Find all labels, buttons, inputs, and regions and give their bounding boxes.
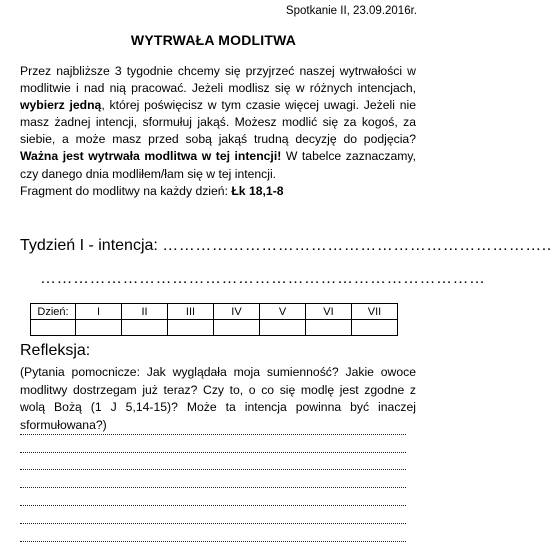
- reflection-lines: [20, 417, 406, 542]
- check-cell-1[interactable]: [76, 320, 122, 336]
- check-cell-4[interactable]: [214, 320, 260, 336]
- fragment-label: Fragment do modlitwy na każdy dzień:: [20, 183, 232, 198]
- reflection-questions: (Pytania pomocnicze: Jak wyglądała moja sumienność? Jakie owoce modlitwy dostrzegam już teraz? Czy to, o co się modlę jest zgodne z wolą Bożą (1 J 5,14-15)? Może ta intencja powinna być inaczej sformułowana?): [20, 365, 416, 432]
- page-title: WYTRWAŁA MODLITWA: [130, 32, 297, 48]
- intro-text-3: W tabelce zaznaczamy, czy danego dnia modliłem/łam się w tej intencji.: [20, 149, 416, 181]
- fragment-ref: Łk 18,1-8: [231, 183, 284, 198]
- check-cell-3[interactable]: [168, 320, 214, 336]
- check-cell-5[interactable]: [260, 320, 306, 336]
- writing-line[interactable]: [20, 488, 406, 506]
- intention-fill-line-1[interactable]: ……………………………………………………………..: [162, 237, 552, 254]
- intro-text-2: , której poświęcisz w tym czasie więcej uwagi. Jeżeli nie masz żadnej intencji, sformułuj jakąś. Możesz modlić się za kogoś, za siebie, a może masz przed sobą jakąś trudną decyzję do podjęcia?: [20, 98, 417, 147]
- day-label-1: I: [76, 304, 122, 320]
- day-label-7: VII: [352, 304, 398, 320]
- fragment-line: [20, 183, 416, 200]
- intro-section: [20, 63, 416, 200]
- day-label-6: VI: [306, 304, 352, 320]
- days-check-row: [31, 320, 398, 336]
- meeting-date: Spotkanie II, 23.09.2016r.: [285, 5, 417, 17]
- day-label-2: II: [122, 304, 168, 320]
- writing-line[interactable]: [20, 453, 406, 471]
- writing-line[interactable]: [20, 524, 406, 542]
- week-label: Tydzień I - intencja:: [20, 237, 163, 254]
- days-header-row: [31, 304, 398, 320]
- day-label-4: IV: [214, 304, 260, 320]
- days-header-label: Dzień:: [31, 304, 76, 320]
- week-intention: [20, 237, 552, 255]
- check-cell-label: [31, 320, 76, 336]
- writing-line[interactable]: [20, 470, 406, 488]
- intro-bold-2: Ważna jest wytrwała modlitwa w tej intencji!: [20, 149, 282, 164]
- check-cell-2[interactable]: [122, 320, 168, 336]
- check-cell-6[interactable]: [306, 320, 352, 336]
- day-label-3: III: [168, 304, 214, 320]
- days-table: [30, 303, 398, 336]
- check-cell-7[interactable]: [352, 320, 398, 336]
- intro-text-1: Przez najbliższe 3 tygodnie chcemy się przyjrzeć naszej wytrwałości w modlitwie i nad nią pracować. Jeżeli modlisz się w różnych intencjach,: [20, 64, 416, 96]
- intro-paragraph: [20, 63, 416, 183]
- intention-fill-line-2[interactable]: ………………………………………………………………………: [40, 270, 486, 287]
- writing-line[interactable]: [20, 506, 406, 524]
- writing-line[interactable]: [20, 417, 406, 435]
- day-label-5: V: [260, 304, 306, 320]
- writing-line[interactable]: [20, 435, 406, 453]
- intro-bold-1: wybierz jedną: [20, 98, 102, 113]
- reflection-heading: Refleksja:: [20, 342, 91, 359]
